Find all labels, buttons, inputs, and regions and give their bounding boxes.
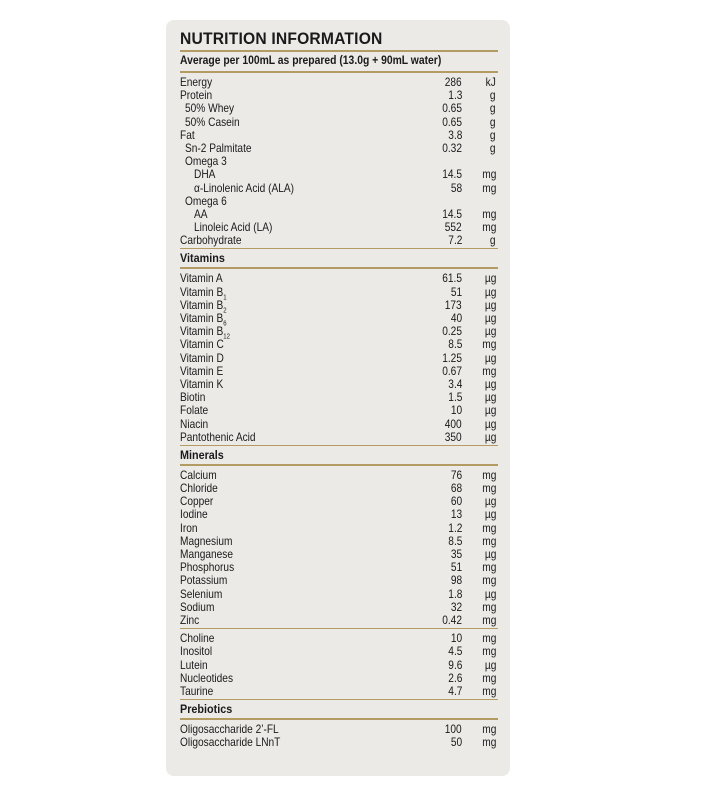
nutrient-value: 1.5 <box>447 390 462 405</box>
vitamins-heading: Vitamins <box>180 251 225 266</box>
nutrient-unit: µg <box>484 271 496 286</box>
nutrient-unit: mg <box>481 481 496 496</box>
nutrient-unit: mg <box>481 683 496 698</box>
nutrient-name-text: Inositol <box>180 644 213 659</box>
nutrient-value: 9.6 <box>447 657 462 672</box>
nutrient-unit: µg <box>484 297 496 312</box>
nutrient-value: 76 <box>450 467 462 482</box>
nutrient-name-text: Oligosaccharide LNnT <box>180 735 281 750</box>
nutrient-name-text: Manganese <box>180 547 234 561</box>
nutrient-name-text: Linoleic Acid (LA) <box>194 220 273 235</box>
nutrient-unit: µg <box>484 547 496 561</box>
nutrient-name-text: Lutein <box>180 657 208 672</box>
nutrient-name-text: Nucleotides <box>180 670 234 685</box>
nutrient-value: 0.42 <box>442 612 462 627</box>
nutrient-subscript: 2 <box>223 307 227 315</box>
nutrient-name-text: 50% Whey <box>185 101 235 116</box>
nutrient-unit: µg <box>484 494 496 509</box>
nutrient-unit: mg <box>481 612 496 627</box>
nutrient-value: 4.5 <box>447 644 462 659</box>
nutrient-unit: mg <box>481 167 496 182</box>
nutrient-subscript: 12 <box>223 333 230 341</box>
nutrient-name-text: Omega 3 <box>185 154 227 169</box>
nutrient-value: 1.8 <box>447 586 462 601</box>
nutrient-subscript: 1 <box>223 293 227 301</box>
nutrient-name-text: Omega 6 <box>185 193 227 208</box>
nutrient-value: 0.32 <box>442 140 462 155</box>
nutrient-unit: mg <box>481 180 496 195</box>
nutrient-unit: mg <box>481 722 496 737</box>
nutrient-unit: mg <box>481 520 496 535</box>
nutrient-name <box>180 431 256 444</box>
nutrient-unit: g <box>490 114 496 129</box>
nutrient-value: 10 <box>450 403 462 418</box>
nutrient-name-text: Vitamin A <box>180 271 223 286</box>
nutrient-value: 400 <box>445 416 462 431</box>
nutrient-unit: mg <box>481 533 496 548</box>
nutrient-value: 51 <box>450 560 462 575</box>
nutrient-subscript: 6 <box>223 320 227 328</box>
nutrient-value: 350 <box>445 429 462 444</box>
nutrient-name-text: Sn-2 Palmitate <box>185 140 252 155</box>
nutrient-unit: mg <box>481 573 496 588</box>
nutrient-name-text: 50% Casein <box>185 114 240 129</box>
nutrient-value: 100 <box>445 722 462 737</box>
nutrient-name-text: Iodine <box>180 507 208 522</box>
nutrient-unit: µg <box>484 376 496 391</box>
nutrient-value: 51 <box>450 284 462 299</box>
nutrient-name-text: Potassium <box>180 573 228 588</box>
nutrient-value: 552 <box>445 220 462 235</box>
nutrient-unit: µg <box>484 657 496 672</box>
nutrient-value: 173 <box>445 297 462 312</box>
nutrient-value: 13 <box>450 507 462 522</box>
nutrient-value: 7.2 <box>447 233 462 248</box>
panel-title: NUTRITION INFORMATION <box>180 29 383 48</box>
nutrient-value: 1.25 <box>442 350 462 365</box>
nutrient-name-text: Energy <box>180 75 213 89</box>
nutrient-name <box>180 736 280 749</box>
nutrient-name-text: Zinc <box>180 612 200 627</box>
nutrient-unit: µg <box>484 284 496 299</box>
nutrient-name-text: Magnesium <box>180 533 233 548</box>
general-nutrients <box>180 73 498 248</box>
nutrient-value: 2.6 <box>447 670 462 685</box>
nutrient-value: 58 <box>450 180 462 195</box>
prebiotics-list <box>180 720 498 750</box>
nutrient-value: 14.5 <box>442 206 462 221</box>
nutrient-unit: µg <box>484 586 496 601</box>
nutrient-row <box>180 614 498 627</box>
nutrient-unit: g <box>490 127 496 142</box>
nutrient-row <box>180 685 498 698</box>
nutrient-unit: mg <box>481 363 496 378</box>
minerals-heading: Minerals <box>180 447 224 462</box>
nutrient-name-text: Vitamin K <box>180 376 224 391</box>
nutrient-name-text: Vitamin B <box>180 284 224 299</box>
nutrient-unit: µg <box>484 324 496 339</box>
nutrient-unit: µg <box>484 507 496 522</box>
nutrient-unit: µg <box>484 403 496 418</box>
nutrient-name-text: Taurine <box>180 683 214 698</box>
other-nutrients <box>180 629 498 699</box>
nutrient-unit: g <box>490 88 496 103</box>
nutrient-name <box>180 614 199 627</box>
nutrient-unit: µg <box>484 311 496 325</box>
nutrient-unit: g <box>490 233 496 248</box>
nutrient-unit: mg <box>481 220 496 235</box>
prebiotics-heading: Prebiotics <box>180 702 233 717</box>
nutrient-unit: mg <box>481 644 496 659</box>
nutrient-name-text: Vitamin D <box>180 350 224 365</box>
nutrient-unit: µg <box>484 416 496 431</box>
nutrition-panel <box>166 20 510 776</box>
nutrient-value: 50 <box>450 735 462 750</box>
nutrient-value: 3.4 <box>447 376 462 391</box>
minerals-list <box>180 466 498 628</box>
nutrient-unit: µg <box>484 390 496 405</box>
nutrient-name-text: Vitamin B <box>180 311 224 325</box>
nutrient-unit: g <box>490 101 496 116</box>
nutrient-unit: mg <box>481 337 496 352</box>
nutrient-name-text: Chloride <box>180 481 218 496</box>
nutrient-name-text: Sodium <box>180 599 215 614</box>
nutrient-value: 0.67 <box>442 363 462 378</box>
nutrient-value: 68 <box>450 481 462 496</box>
nutrient-value: 0.65 <box>442 101 462 116</box>
nutrient-unit: mg <box>481 735 496 750</box>
nutrient-name-text: Choline <box>180 631 215 646</box>
nutrient-value: 60 <box>450 494 462 509</box>
nutrient-value: 3.8 <box>447 127 462 142</box>
nutrient-row <box>180 431 498 444</box>
nutrient-unit: mg <box>481 206 496 221</box>
nutrient-name-text: Selenium <box>180 586 223 601</box>
nutrient-name-text: α-Linolenic Acid (ALA) <box>194 180 295 195</box>
nutrient-value: 1.2 <box>447 520 462 535</box>
nutrient-row <box>180 736 498 749</box>
nutrient-value: 32 <box>450 599 462 614</box>
nutrient-unit: µg <box>484 429 496 444</box>
nutrient-value: 10 <box>450 631 462 646</box>
nutrient-name-text: Copper <box>180 494 214 509</box>
nutrient-name-text: Carbohydrate <box>180 233 242 248</box>
nutrient-name <box>180 685 213 698</box>
nutrient-value: 8.5 <box>447 337 462 352</box>
nutrient-unit: kJ <box>485 75 496 89</box>
nutrient-name <box>180 234 241 247</box>
nutrient-row <box>180 234 498 247</box>
nutrient-row <box>180 182 498 195</box>
nutrient-name-text: DHA <box>194 167 216 182</box>
nutrient-row <box>180 142 498 155</box>
nutrient-name-text: Vitamin E <box>180 363 224 378</box>
nutrient-name-text: Iron <box>180 520 198 535</box>
nutrient-name-text: Calcium <box>180 467 217 482</box>
nutrient-value: 0.65 <box>442 114 462 129</box>
nutrient-name-text: Vitamin B <box>180 324 224 339</box>
nutrient-unit: mg <box>481 631 496 646</box>
vitamins-list <box>180 269 498 444</box>
nutrient-unit: mg <box>481 560 496 575</box>
nutrient-unit: mg <box>481 670 496 685</box>
nutrient-value: 4.7 <box>447 683 462 698</box>
nutrient-value: 286 <box>445 75 462 89</box>
nutrient-name-text: Oligosaccharide 2’-FL <box>180 722 279 737</box>
nutrient-value: 61.5 <box>442 271 462 286</box>
nutrient-value: 8.5 <box>447 533 462 548</box>
nutrient-value: 40 <box>450 311 462 325</box>
nutrient-name-text: Vitamin B <box>180 297 224 312</box>
nutrient-name-text: Protein <box>180 88 213 103</box>
nutrient-value: 35 <box>450 547 462 561</box>
nutrient-value: 1.3 <box>447 88 462 103</box>
nutrient-name-text: Folate <box>180 403 209 418</box>
nutrient-name-text: Biotin <box>180 390 206 405</box>
nutrient-value: 14.5 <box>442 167 462 182</box>
nutrient-unit: mg <box>481 599 496 614</box>
nutrient-unit: µg <box>484 350 496 365</box>
nutrient-name-text: Niacin <box>180 416 209 431</box>
nutrient-name-text: Pantothenic Acid <box>180 429 256 444</box>
nutrient-name-text: Vitamin C <box>180 337 224 352</box>
nutrient-unit: g <box>490 140 496 155</box>
nutrient-name-text: AA <box>194 206 208 221</box>
nutrient-unit: mg <box>481 467 496 482</box>
nutrient-name-text: Phosphorus <box>180 560 235 575</box>
nutrient-value: 0.25 <box>442 324 462 339</box>
nutrient-name-text: Fat <box>180 127 195 142</box>
nutrient-value: 98 <box>450 573 462 588</box>
serving-subtitle: Average per 100mL as prepared (13.0g + 90mL water) <box>180 55 442 67</box>
